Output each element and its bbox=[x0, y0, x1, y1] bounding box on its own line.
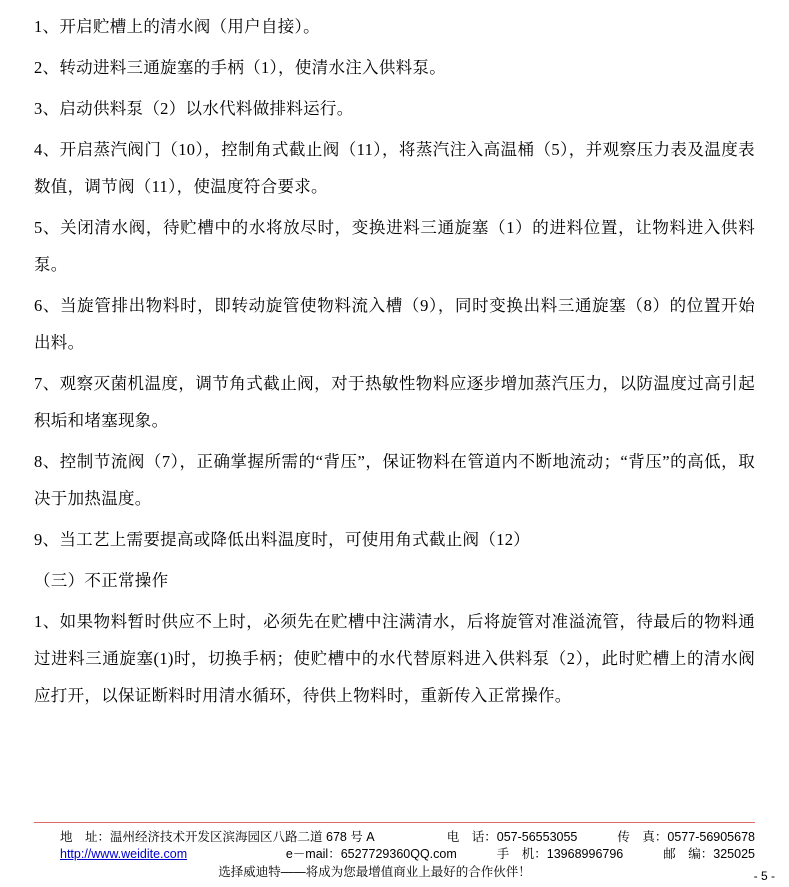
paragraph-2: 2、转动进料三通旋塞的手柄（1），使清水注入供料泵。 bbox=[34, 58, 447, 77]
footer-contact-line-1 bbox=[34, 829, 755, 846]
paragraph-8: 8、控制节流阀（7），正确掌握所需的“背压”，保证物料在管道内不断地流动；“背压”的高低，取决于加热温度。 bbox=[34, 452, 755, 508]
footer-phone bbox=[447, 829, 578, 846]
footer-phone-label: 电 话： bbox=[446, 830, 497, 844]
page-number: - 5 - bbox=[753, 869, 775, 883]
footer-phone-value: 057-56553055 bbox=[496, 830, 578, 844]
paragraph-3: 3、启动供料泵（2）以水代料做排料运行。 bbox=[34, 99, 354, 118]
paragraph-6: 6、当旋管排出物料时，即转动旋管使物料流入槽（9），同时变换出料三通旋塞（8）的位置开始出料。 bbox=[34, 296, 755, 352]
footer-address bbox=[34, 829, 375, 846]
paragraph-5: 5、关闭清水阀，待贮槽中的水将放尽时，变换进料三通旋塞（1）的进料位置，让物料进入供料泵。 bbox=[34, 218, 755, 274]
footer-mobile-value: 13968996796 bbox=[546, 847, 624, 861]
footer-address-label: 地 址： bbox=[60, 830, 111, 844]
footer-website-link[interactable]: http://www.weidite.com bbox=[60, 847, 188, 861]
footer-mobile bbox=[497, 846, 624, 863]
footer-fax-label: 传 真： bbox=[617, 830, 668, 844]
footer-fax-value: 0577-56905678 bbox=[667, 830, 755, 844]
footer-fax bbox=[617, 829, 755, 846]
footer-email-label: e－mail： bbox=[285, 847, 341, 861]
footer-postcode-value: 325025 bbox=[713, 847, 755, 861]
footer-email bbox=[286, 846, 457, 863]
footer-postcode-label: 邮 编： bbox=[663, 847, 714, 861]
paragraph-9: 9、当工艺上需要提高或降低出料温度时，可使用角式截止阀（12） bbox=[34, 530, 531, 549]
footer-postcode bbox=[663, 846, 755, 863]
page-footer bbox=[34, 822, 755, 881]
footer-mobile-label: 手 机： bbox=[496, 847, 547, 861]
document-body bbox=[34, 8, 755, 714]
paragraph-abnormal-1: 1、如果物料暂时供应不上时，必须先在贮槽中注满清水，后将旋管对准溢流管，待最后的物料通过进料三通旋塞(1)时，切换手柄；使贮槽中的水代替原料进入供料泵（2），此时贮槽上的清水阀应打开，以保证断料时用清水循环，待供上物料时，重新传入正常操作。 bbox=[34, 612, 755, 705]
paragraph-1: 1、开启贮槽上的清水阀（用户自接）。 bbox=[34, 17, 320, 36]
paragraph-7: 7、观察灭菌机温度，调节角式截止阀，对于热敏性物料应逐步增加蒸汽压力，以防温度过高引起积垢和堵塞现象。 bbox=[34, 374, 755, 430]
footer-slogan: 选择威迪特——将成为您最增值商业上最好的合作伙伴！ bbox=[218, 865, 531, 879]
footer-address-value: 温州经济技术开发区滨海园区八路二道 678 号 A bbox=[110, 830, 375, 844]
paragraph-4: 4、开启蒸汽阀门（10），控制角式截止阀（11），将蒸汽注入高温桶（5），并观察压力表及温度表数值，调节阀（11），使温度符合要求。 bbox=[34, 140, 755, 196]
footer-contact-line-2 bbox=[34, 846, 755, 863]
footer-email-value: 6527729360QQ.com bbox=[340, 847, 457, 861]
footer-divider bbox=[34, 822, 755, 823]
section-heading-abnormal-operation: （三）不正常操作 bbox=[34, 571, 169, 590]
